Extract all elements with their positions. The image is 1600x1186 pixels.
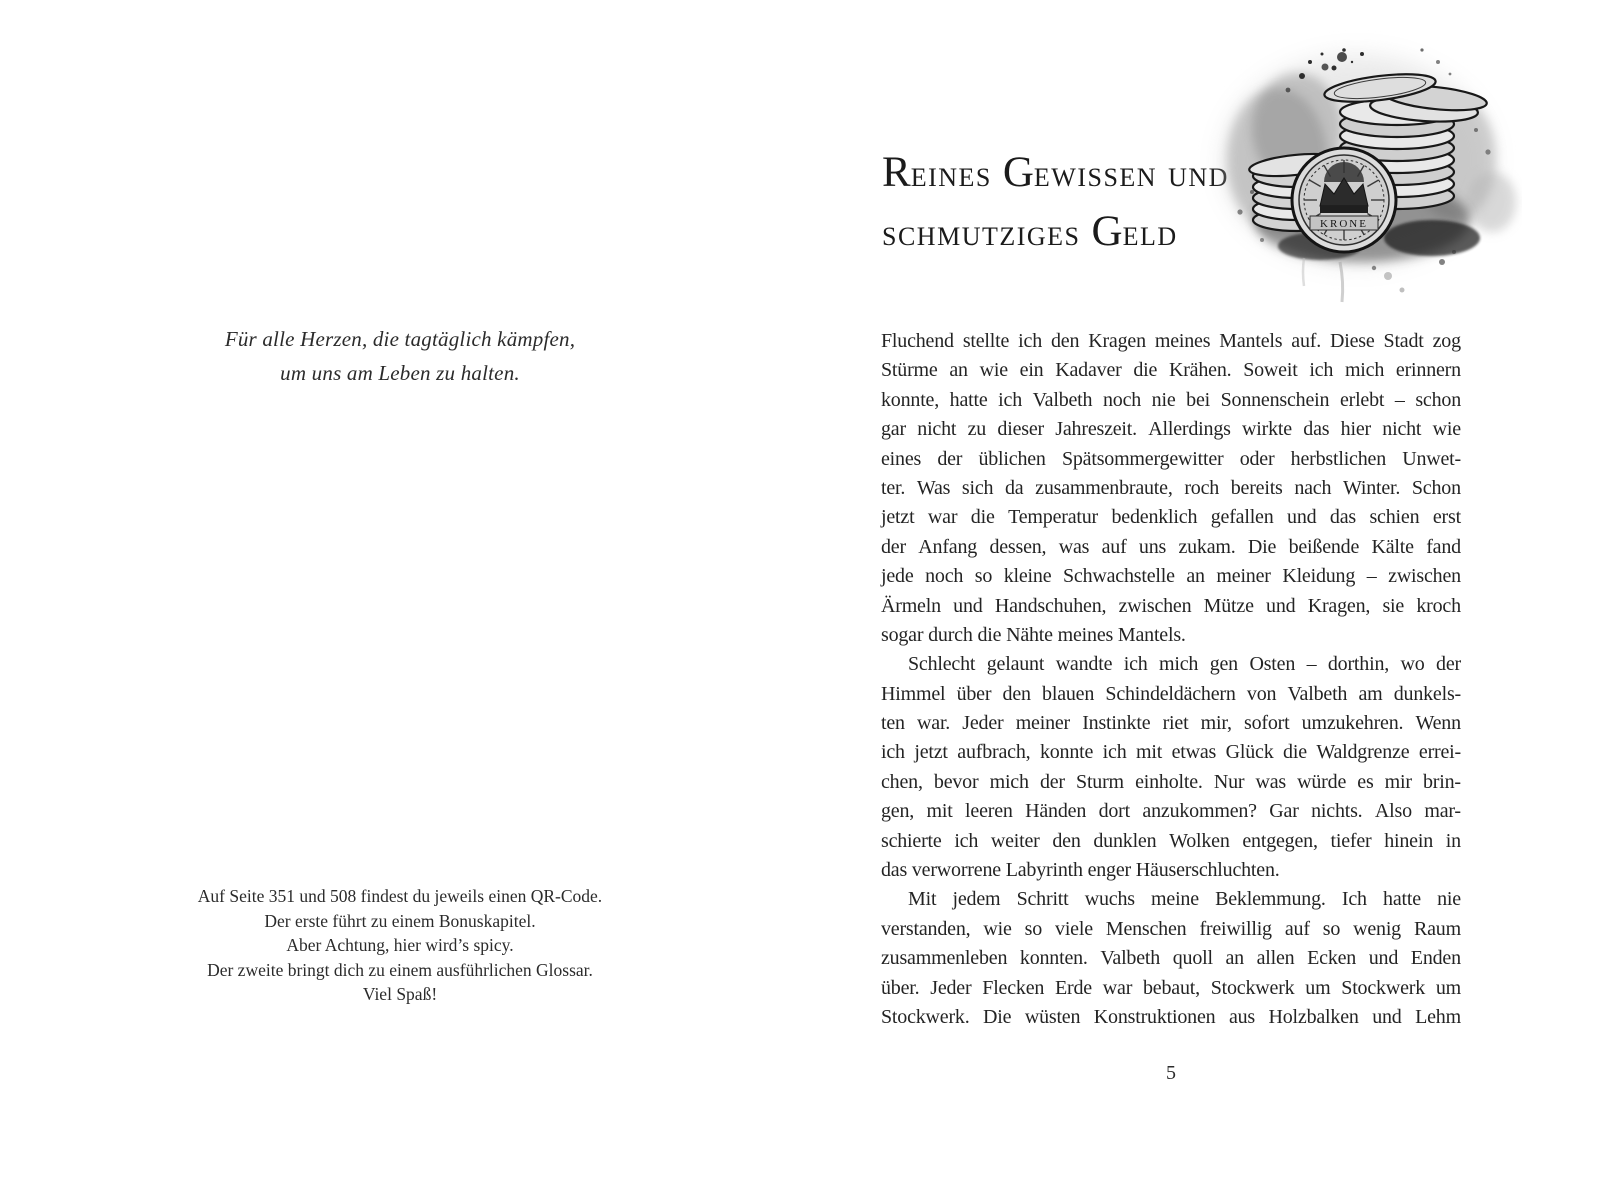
title-word-rest: EINES [910, 163, 992, 192]
body-line: eines der üblichen Spätsommergewitter oder herbstlichen Unwet- [881, 447, 1461, 470]
text-line: Auf Seite 351 und 508 findest du jeweils einen QR-Code. [197, 886, 603, 906]
chapter-title [882, 148, 1242, 264]
text-line: Viel Spaß! [362, 984, 438, 1005]
body-line: der Anfang dessen, was auf uns zukam. Die beißende Kälte fand [881, 535, 1461, 558]
body-line: Himmel über den blauen Schindeldächern von Valbeth am dunkels- [881, 682, 1461, 705]
coins-illustration [1192, 10, 1522, 315]
body-line: zusammenleben konnten. Valbeth quoll an allen Ecken und Enden [881, 947, 1461, 970]
body-line: Stürme an wie ein Kadaver die Krähen. Soweit ich mich erinnern [881, 359, 1461, 382]
coin-inscription: KRONE [1320, 218, 1368, 230]
body-line: Mit jedem Schritt wuchs meine Beklemmung. Ich hatte nie [908, 888, 1461, 911]
body-line: gen, mit leeren Händen dort anzukommen? Gar nichts. Also mar- [881, 800, 1461, 823]
title-word-rest: EWISSEN [1033, 163, 1158, 192]
qr-code-note [0, 884, 800, 1007]
dedication-line: um uns am Leben zu halten. [280, 361, 520, 385]
title-drop-initial: R [882, 149, 911, 196]
title-drop-initial: G [1002, 149, 1034, 196]
body-line: chen, bevor mich der Sturm einholte. Nur was würde es mir brin- [881, 770, 1461, 793]
chapter-title-line2 [882, 209, 1242, 264]
body-line: konnte, hatte ich Valbeth noch nie bei Sonnenschein erlebt – schon [881, 388, 1461, 411]
title-word-rest: SCHMUTZIGES [882, 222, 1081, 251]
body-text [881, 327, 1461, 1032]
body-line: ter. Was sich da zusammenbraute, roch bereits nach Winter. Schon [881, 476, 1461, 499]
text-line: Aber Achtung, hier wird’s spicy. [286, 935, 514, 956]
text-line: Der zweite bringt dich zu einem ausführlichen Glossar. [207, 959, 593, 980]
text-line: Der erste führt zu einem Bonuskapitel. [264, 910, 536, 931]
right-page [800, 0, 1600, 1186]
body-line: gar nicht zu dieser Jahreszeit. Allerdings wirkte das hier nicht wie [881, 418, 1461, 441]
body-line: Fluchend stellte ich den Kragen meines Mantels auf. Diese Stadt zog [881, 330, 1461, 352]
body-line: sogar durch die Nähte meines Mantels. [881, 623, 1186, 646]
title-word [882, 222, 1081, 251]
body-line: das verworrene Labyrinth enger Häuserschluchten. [881, 859, 1280, 882]
body-line: ich jetzt aufbrach, konnte ich mit etwas Glück die Waldgrenze errei- [881, 741, 1461, 764]
body-line: Schlecht gelaunt wandte ich mich gen Osten – dorthin, wo der [908, 653, 1461, 676]
body-line: Ärmeln und Handschuhen, zwischen Mütze und Kragen, sie kroch [881, 594, 1461, 617]
body-line: jede noch so kleine Schwachstelle an meiner Kleidung – zwischen [881, 565, 1461, 588]
body-line: jetzt war die Temperatur bedenklich gefallen und das schien erst [881, 506, 1461, 529]
title-word-rest: UND [1168, 163, 1229, 192]
body-line: verstanden, wie so viele Menschen freiwillig auf so wenig Raum [881, 917, 1461, 940]
title-word [1091, 208, 1178, 255]
dedication-line: Für alle Herzen, die tagtäglich kämpfen, [224, 327, 576, 351]
dedication [0, 322, 800, 390]
chapter-title-line1 [882, 148, 1242, 207]
body-line: ten war. Jeder meiner Instinkte riet mir, sofort umzukehren. Wenn [881, 712, 1461, 735]
body-line: über. Jeder Flecken Erde war bebaut, Stockwerk um Stockwerk um [881, 976, 1461, 999]
title-word [1002, 149, 1158, 196]
body-line: Stockwerk. Die wüsten Konstruktionen aus Holzbalken und Lehm [881, 1005, 1461, 1028]
page-number: 5 [1166, 1062, 1176, 1084]
title-drop-initial: G [1091, 208, 1123, 255]
body-line: schierte ich weiter den dunklen Wolken entgegen, tiefer hinein in [881, 829, 1461, 852]
title-word-rest: ELD [1122, 222, 1178, 251]
title-word [882, 149, 992, 196]
